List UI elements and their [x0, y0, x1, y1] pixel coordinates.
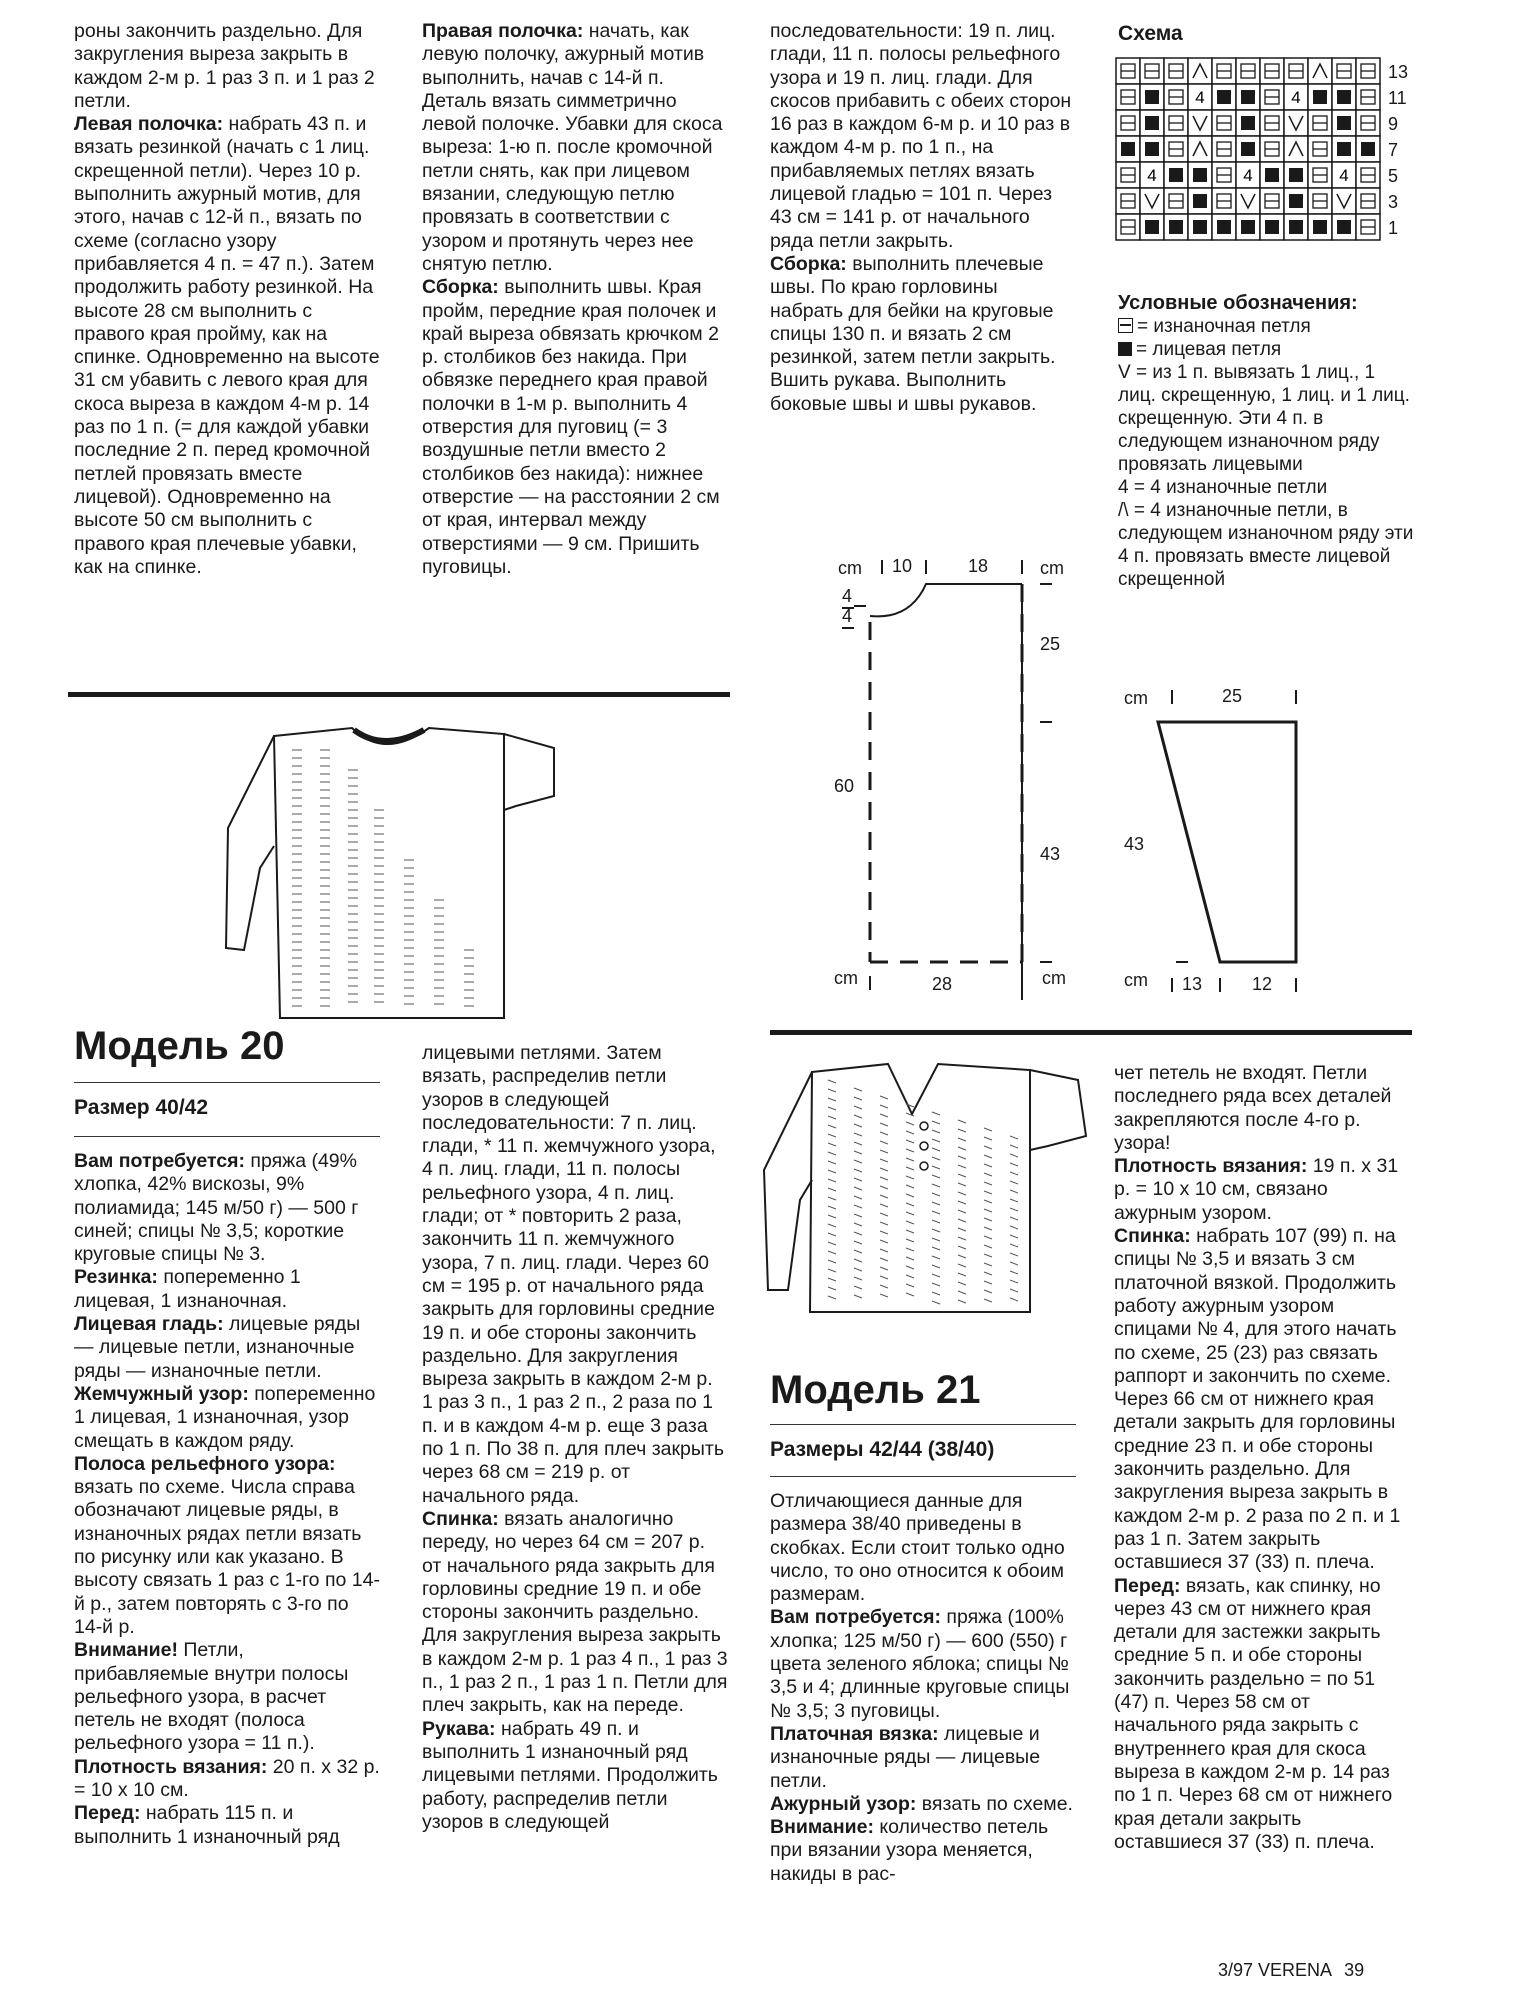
texture-stitch [984, 1299, 992, 1302]
texture-stitch [958, 1120, 966, 1123]
texture-stitch [906, 1176, 914, 1179]
texture-stitch [1010, 1181, 1018, 1184]
texture-stitch [828, 1116, 836, 1119]
texture-stitch [1010, 1199, 1018, 1202]
p1-total-height: 60 [834, 776, 855, 796]
texture-stitch [984, 1272, 992, 1275]
p1-neck-depth-1: 4 [842, 586, 853, 606]
texture-stitch [958, 1219, 966, 1222]
texture-stitch [854, 1259, 862, 1262]
texture-stitch [880, 1213, 888, 1216]
texture-stitch [932, 1292, 940, 1295]
p2-bottom-b: 12 [1252, 974, 1273, 994]
texture-stitch [984, 1290, 992, 1293]
texture-stitch [854, 1160, 862, 1163]
four-purl-mark: 4 [1147, 166, 1157, 185]
col3-assembly-paragraph [770, 253, 1074, 416]
knit-stitch-mark [1241, 90, 1255, 104]
texture-stitch [958, 1165, 966, 1168]
page-footer [1218, 1960, 1364, 1981]
texture-stitch [932, 1211, 940, 1214]
texture-stitch [1010, 1208, 1018, 1211]
texture-stitch [932, 1139, 940, 1142]
scheme-row-label: 7 [1388, 140, 1399, 160]
texture-stitch [906, 1212, 914, 1215]
texture-stitch [828, 1152, 836, 1155]
knit-stitch-mark [1241, 116, 1255, 130]
texture-stitch [932, 1265, 940, 1268]
texture-stitch [828, 1179, 836, 1182]
four-purl-mark: 4 [1243, 166, 1253, 185]
knit-stitch-mark [1121, 142, 1135, 156]
texture-stitch [958, 1282, 966, 1285]
p2-top-width: 25 [1222, 686, 1243, 706]
texture-stitch [1010, 1226, 1018, 1229]
col2-assembly-text: выполнить швы. Края пройм, передние края полочек и край выреза обвязать крючком 2 р. столбиков без накида. При обвязке переднего края правой полочки в 1-м р. выполнить 4 отверстия для пуговиц (= 3 воздушные петли вместо 2 столбиков без накида): нижнее отверстие — на расстоянии 2 см от края, интервал между отверстиями — 9 см. Пришить пуговицы. [422, 276, 720, 578]
texture-stitch [958, 1210, 966, 1213]
texture-stitch [932, 1220, 940, 1223]
texture-stitch [880, 1249, 888, 1252]
texture-stitch [1010, 1262, 1018, 1265]
texture-stitch [854, 1088, 862, 1091]
texture-stitch [1010, 1163, 1018, 1166]
texture-stitch [880, 1258, 888, 1261]
legend-title: Условные обозначения: [1118, 292, 1358, 314]
right-front-paragraph [422, 20, 728, 276]
texture-stitch [906, 1140, 914, 1143]
scheme-cell [1188, 110, 1212, 136]
texture-stitch [932, 1166, 940, 1169]
texture-stitch [880, 1267, 888, 1270]
texture-stitch [932, 1283, 940, 1286]
texture-stitch [958, 1300, 966, 1303]
texture-stitch [906, 1185, 914, 1188]
texture-stitch [854, 1151, 862, 1154]
scheme-cell [1140, 188, 1164, 214]
texture-stitch [828, 1215, 836, 1218]
texture-stitch [854, 1115, 862, 1118]
texture-stitch [1010, 1271, 1018, 1274]
model20-size-rule [74, 1136, 380, 1137]
texture-stitch [828, 1197, 836, 1200]
p1-side-height: 43 [1040, 844, 1061, 864]
texture-stitch [880, 1186, 888, 1189]
knit-stitch-mark [1217, 90, 1231, 104]
texture-stitch [984, 1281, 992, 1284]
knit-stitch-mark [1241, 142, 1255, 156]
texture-stitch [1010, 1136, 1018, 1139]
texture-stitch [828, 1287, 836, 1290]
legend-item-knit: = лицевая петля [1118, 338, 1418, 361]
knit-stitch-mark [1217, 220, 1231, 234]
left-front-paragraph [74, 113, 380, 579]
p2-bottom-a: 13 [1182, 974, 1203, 994]
section-divider-right [770, 1030, 1412, 1035]
texture-stitch [854, 1214, 862, 1217]
texture-stitch [854, 1223, 862, 1226]
knit-stitch-mark [1337, 220, 1351, 234]
texture-stitch [880, 1114, 888, 1117]
purl-stitch-icon [1118, 318, 1133, 333]
texture-stitch [984, 1254, 992, 1257]
texture-stitch [880, 1177, 888, 1180]
texture-stitch [958, 1237, 966, 1240]
texture-stitch [932, 1184, 940, 1187]
texture-stitch [854, 1133, 862, 1136]
texture-stitch [984, 1209, 992, 1212]
texture-stitch [880, 1159, 888, 1162]
texture-stitch [906, 1275, 914, 1278]
texture-stitch [854, 1169, 862, 1172]
texture-stitch [958, 1264, 966, 1267]
texture-stitch [932, 1202, 940, 1205]
p2-height: 43 [1124, 834, 1145, 854]
p1-neck-width: 10 [892, 556, 913, 576]
texture-stitch [984, 1155, 992, 1158]
knit-stitch-mark [1145, 90, 1159, 104]
texture-stitch [1010, 1172, 1018, 1175]
scheme-cell [1284, 136, 1308, 162]
texture-stitch [828, 1206, 836, 1209]
texture-stitch [932, 1301, 940, 1304]
texture-stitch [906, 1248, 914, 1251]
texture-stitch [958, 1291, 966, 1294]
sleeve-pattern-diagram [1110, 680, 1310, 1000]
knit-stitch-mark [1289, 168, 1303, 182]
knit-stitch-mark [1361, 142, 1375, 156]
legend-item-increase: V = из 1 п. вывязать 1 лиц., 1 лиц. скрещенную, 1 лиц. и 1 лиц. скрещенную. Эти 4 п. в следующем изнаночном ряду провязать лицевыми [1118, 362, 1410, 475]
texture-stitch [828, 1170, 836, 1173]
texture-stitch [828, 1296, 836, 1299]
texture-stitch [854, 1187, 862, 1190]
texture-stitch [880, 1240, 888, 1243]
footer-page-number: 39 [1344, 1960, 1365, 1980]
texture-stitch [854, 1178, 862, 1181]
texture-stitch [906, 1257, 914, 1260]
texture-stitch [880, 1204, 888, 1207]
legend-item-decrease: /\ = 4 изнаночные петли, в следующем изнаночном ряду эти 4 п. провязать вместе лицевой скрещенной [1118, 500, 1414, 590]
texture-stitch [880, 1285, 888, 1288]
scheme-cell [1188, 58, 1212, 84]
p1-cm-bottom-right: cm [1042, 968, 1066, 988]
texture-stitch [1010, 1244, 1018, 1247]
texture-stitch [984, 1245, 992, 1248]
texture-stitch [958, 1255, 966, 1258]
texture-stitch [958, 1183, 966, 1186]
legend-item-purl: = изнаночная петля [1118, 315, 1418, 338]
model20-title: Модель 20 [74, 1024, 285, 1068]
texture-stitch [828, 1188, 836, 1191]
knit-stitch-mark [1169, 220, 1183, 234]
knit-stitch-mark [1337, 142, 1351, 156]
texture-stitch [984, 1146, 992, 1149]
model21-size-rule [770, 1476, 1076, 1477]
texture-stitch [854, 1196, 862, 1199]
model21-col1: Отличающиеся данные для размера 38/40 приведены в скобках. Если стоит только одно число, то оно относится к обоим размерам. Вам потребуется: пряжа (100% хлопка; 125 м/50 г) — 600 (550) г цвета зеленого яблока; спицы № 3,5 и 4; длинные круговые спицы № 3,5; 3 пуговицы. Платочная вязка: лицевые и изнаночные ряды — лицевые петли. Ажурный узор: вязать по схеме. Внимание: количество петель при вязании узора меняется, накиды в рас- [770, 1490, 1073, 1885]
texture-stitch [854, 1268, 862, 1271]
scheme-cell [1284, 110, 1308, 136]
texture-stitch [958, 1129, 966, 1132]
texture-stitch [880, 1096, 888, 1099]
texture-stitch [906, 1230, 914, 1233]
col1-intro: роны закончить раздельно. Для закругления выреза закрыть в каждом 2-м р. 1 раз 3 п. и 1 раз 2 петли. [74, 20, 375, 112]
col2-assembly-paragraph [422, 276, 728, 579]
four-purl-mark: 4 [1195, 88, 1205, 107]
model20-title-rule [74, 1082, 380, 1083]
p1-bottom-width: 28 [932, 974, 953, 994]
texture-stitch [932, 1130, 940, 1133]
col3-top [770, 20, 1074, 416]
col1-top [74, 20, 380, 579]
footer-issue: 3/97 VERENA [1218, 1960, 1332, 1980]
texture-stitch [828, 1125, 836, 1128]
p2-cm-bottom: cm [1124, 970, 1148, 990]
texture-stitch [984, 1227, 992, 1230]
legend-item-four-purl: 4 = 4 изнаночные петли [1118, 477, 1328, 498]
texture-stitch [880, 1195, 888, 1198]
texture-stitch [906, 1266, 914, 1269]
texture-stitch [958, 1174, 966, 1177]
texture-stitch [1010, 1235, 1018, 1238]
texture-stitch [854, 1241, 862, 1244]
texture-stitch [1010, 1253, 1018, 1256]
texture-stitch [906, 1149, 914, 1152]
scheme-row-label: 11 [1388, 88, 1407, 108]
model21-title: Модель 21 [770, 1368, 981, 1412]
texture-stitch [958, 1147, 966, 1150]
texture-stitch [828, 1134, 836, 1137]
knit-stitch-mark [1313, 220, 1327, 234]
knit-stitch-mark [1193, 168, 1207, 182]
model21-size: Размеры 42/44 (38/40) [770, 1438, 995, 1461]
model20-sweater-illustration [224, 718, 574, 1028]
texture-stitch [828, 1278, 836, 1281]
texture-stitch [958, 1201, 966, 1204]
texture-stitch [932, 1193, 940, 1196]
knit-stitch-mark [1145, 116, 1159, 130]
knit-stitch-icon [1118, 342, 1132, 356]
texture-stitch [854, 1142, 862, 1145]
texture-stitch [828, 1242, 836, 1245]
left-front-title: Левая полочка: [74, 113, 224, 136]
legend [1118, 292, 1418, 591]
col3-assembly-text: выполнить плечевые швы. По краю горловины набрать для бейки на круговые спицы 130 п. и вязать 2 см резинкой, затем петли закрыть. Вшить рукава. Выполнить боковые швы и швы рукавов. [770, 252, 1056, 415]
knit-stitch-mark [1145, 220, 1159, 234]
texture-stitch [932, 1238, 940, 1241]
texture-stitch [958, 1138, 966, 1141]
texture-stitch [854, 1232, 862, 1235]
texture-stitch [828, 1098, 836, 1101]
scheme-cell [1236, 188, 1260, 214]
texture-stitch [854, 1097, 862, 1100]
texture-stitch [880, 1105, 888, 1108]
texture-stitch [932, 1157, 940, 1160]
texture-stitch [880, 1231, 888, 1234]
col3-assembly-title: Сборка: [770, 252, 847, 275]
texture-stitch [854, 1205, 862, 1208]
texture-stitch [1010, 1154, 1018, 1157]
texture-stitch [828, 1224, 836, 1227]
four-purl-mark: 4 [1291, 88, 1301, 107]
p1-cm-top-right: cm [1040, 558, 1064, 578]
texture-stitch [958, 1246, 966, 1249]
knit-stitch-mark [1193, 220, 1207, 234]
model21-sweater-illustration [748, 1050, 1098, 1320]
p2-cm-top: cm [1124, 688, 1148, 708]
knit-stitch-mark [1169, 168, 1183, 182]
texture-stitch [1010, 1217, 1018, 1220]
knit-stitch-mark [1145, 142, 1159, 156]
knit-stitch-mark [1193, 194, 1207, 208]
texture-stitch [984, 1200, 992, 1203]
texture-stitch [854, 1124, 862, 1127]
scheme-row-label: 13 [1388, 62, 1409, 82]
texture-stitch [906, 1167, 914, 1170]
texture-stitch [984, 1164, 992, 1167]
right-front-title: Правая полочка: [422, 20, 584, 42]
texture-stitch [880, 1123, 888, 1126]
right-front-text: начать, как левую полочку, ажурный мотив выполнить, начав с 14-й п. Деталь вязать симметрично левой полочке. Убавки для скоса выреза: 1-ю п. после кромочной петли снять, как при лицевом вязании, следующую петлю провязать в соответствии с узором и протянуть через нее снятую петлю. [422, 20, 723, 275]
texture-stitch [984, 1128, 992, 1131]
model20-col1: Вам потребуется: пряжа (49% хлопка, 42% вискозы, 9% полиамида; 145 м/50 г) — 500 г синей; спицы № 3,5; короткие круговые спицы № 3. Резинка: попеременно 1 лицевая, 1 изнаночная. Лицевая гладь: лицевые ряды — лицевые петли, изнаночные ряды — изнаночные петли. Жемчужный узор: попеременно 1 лицевая, 1 изнаночная, узор смещать в каждом ряду. Полоса рельефного узора: вязать по схеме. Числа справа обозначают лицевые ряды, в изнаночных рядах петли вязать по рисунку или как указано. В высоту связать 1 раз с 1-го по 14-й р., затем повторять с 3-го по 14-й р. Внимание! Петли, прибавляемые внутри полосы рельефного узора, в расчет петель не входят (полоса рельефного узора = 11 п.). Плотность вязания: 20 п. х 32 р. = 10 х 10 см. Перед: набрать 115 п. и выполнить 1 изнаночный ряд [74, 1150, 380, 1848]
knit-stitch-mark [1241, 220, 1255, 234]
texture-stitch [828, 1089, 836, 1092]
texture-stitch [932, 1247, 940, 1250]
texture-stitch [880, 1294, 888, 1297]
texture-stitch [984, 1263, 992, 1266]
texture-stitch [1010, 1280, 1018, 1283]
texture-stitch [828, 1107, 836, 1110]
texture-stitch [906, 1194, 914, 1197]
texture-stitch [906, 1131, 914, 1134]
knit-stitch-mark [1265, 168, 1279, 182]
texture-stitch [854, 1250, 862, 1253]
texture-stitch [828, 1260, 836, 1263]
texture-stitch [906, 1203, 914, 1206]
texture-stitch [880, 1141, 888, 1144]
p1-shoulder-width: 18 [968, 556, 989, 576]
texture-stitch [932, 1229, 940, 1232]
p1-armhole-height: 25 [1040, 634, 1061, 654]
texture-stitch [828, 1269, 836, 1272]
texture-stitch [984, 1173, 992, 1176]
texture-stitch [854, 1106, 862, 1109]
texture-stitch [932, 1256, 940, 1259]
knit-stitch-mark [1337, 116, 1351, 130]
knitting-scheme-grid [1114, 56, 1414, 252]
model20-col2: лицевыми петлями. Затем вязать, распределив петли узоров в следующей последовательности: 7 п. лиц. глади, * 11 п. жемчужного узора, 4 п. лиц. глади, 11 п. полосы рельефного узора, 4 п. лиц. глади; от * повторить 2 раза, закончить 11 п. жемчужного узора, 7 п. лиц. глади. Через 60 см = 195 р. от начального ряда закрыть для горловины средние 19 п. и обе стороны закончить раздельно. Для закругления выреза закрыть в каждом 2-м р. 1 раз 3 п., 1 раз 2 п., 2 раза по 1 п. и в каждом 4-м р. еще 3 раза по 1 п. По 38 п. для плеч закрыть через 68 см = 219 р. от начального ряда. Спинка: вязать аналогично переду, но через 64 см = 207 р. от начального ряда закрыть для горловины средние 19 п. и обе стороны закончить раздельно. Для закругления выреза закрыть в каждом 2-м р. 1 раз 4 п., 1 раз 3 п., 1 раз 2 п., 1 раз 1 п. Петли для плеч закрыть, как на переде. Рукава: набрать 49 п. и выполнить 1 изнаночный ряд лицевыми петлями. Продолжить работу, распределив петли узоров в следующей [422, 1042, 728, 1833]
left-front-text: набрать 43 п. и вязать резинкой (начать с 1 лиц. скрещенной петли). Через 10 р. выполнить ажурный мотив, для этого, начав с 12-й п., вязать по схеме (согласно узору прибавляется 4 п. = 47 п.). Затем продолжить работу резинкой. На высоте 28 см выполнить с правого края пройму, как на спинке. Одновременно на высоте 31 см убавить с левого края для скоса выреза в каждом 4-м р. 14 раз по 1 п. (= для каждой убавки последние 2 п. перед кромочной петлей провязать вместе лицевой). Одновременно на высоте 50 см выполнить с правого края плечевые убавки, как на спинке. [74, 113, 380, 578]
model20-size: Размер 40/42 [74, 1096, 209, 1119]
texture-stitch [828, 1251, 836, 1254]
texture-stitch [828, 1080, 836, 1083]
scheme-cell [1308, 58, 1332, 84]
scheme-row-label: 1 [1388, 218, 1399, 238]
scheme-cell [1188, 136, 1212, 162]
texture-stitch [984, 1191, 992, 1194]
texture-stitch [906, 1122, 914, 1125]
knit-stitch-mark [1289, 194, 1303, 208]
model21-title-rule [770, 1424, 1076, 1425]
texture-stitch [854, 1286, 862, 1289]
scheme-row-label: 9 [1388, 114, 1399, 134]
texture-stitch [906, 1284, 914, 1287]
knit-stitch-mark [1265, 220, 1279, 234]
texture-stitch [880, 1276, 888, 1279]
texture-stitch [958, 1228, 966, 1231]
col2-top [422, 20, 728, 579]
texture-stitch [932, 1121, 940, 1124]
texture-stitch [932, 1175, 940, 1178]
p1-cm-top-left: cm [838, 558, 862, 578]
texture-stitch [932, 1274, 940, 1277]
scheme-row-label: 5 [1388, 166, 1399, 186]
texture-stitch [828, 1143, 836, 1146]
scheme-row-label: 3 [1388, 192, 1399, 212]
texture-stitch [932, 1112, 940, 1115]
four-purl-mark: 4 [1339, 166, 1349, 185]
texture-stitch [958, 1273, 966, 1276]
texture-stitch [906, 1221, 914, 1224]
texture-stitch [1010, 1298, 1018, 1301]
scheme-cell [1332, 188, 1356, 214]
texture-stitch [854, 1295, 862, 1298]
texture-stitch [958, 1192, 966, 1195]
texture-stitch [828, 1161, 836, 1164]
section-divider-left [68, 692, 730, 697]
texture-stitch [958, 1156, 966, 1159]
texture-stitch [984, 1236, 992, 1239]
texture-stitch [880, 1150, 888, 1153]
texture-stitch [984, 1182, 992, 1185]
texture-stitch [984, 1137, 992, 1140]
col3-text1: последовательности: 19 п. лиц. глади, 11 п. полосы рельефного узора и 19 п. лиц. глади. Для скосов прибавить с обеих сторон 16 раз в каждом 6-м р. и 10 раз в каждом 4-м р. по 1 п., на прибавляемых петлях вязать лицевой гладью = 101 п. Через 43 см = 141 р. от начального ряда петли закрыть. [770, 20, 1072, 252]
texture-stitch [932, 1148, 940, 1151]
texture-stitch [880, 1222, 888, 1225]
texture-stitch [906, 1239, 914, 1242]
texture-stitch [1010, 1289, 1018, 1292]
texture-stitch [880, 1132, 888, 1135]
col2-assembly-title: Сборка: [422, 276, 499, 299]
knit-stitch-mark [1289, 220, 1303, 234]
texture-stitch [1010, 1190, 1018, 1193]
body-pattern-diagram [830, 550, 1090, 1000]
model21-col2: чет петель не входят. Петли последнего ряда всех деталей закрепляются после 4-го р. узора! Плотность вязания: 19 п. х 31 р. = 10 х 10 см, связано ажурным узором. Спинка: набрать 107 (99) п. на спицы № 3,5 и вязать 3 см платочной вязкой. Продолжить работу ажурным узором спицами № 4, для этого начать по схеме, 25 (23) раз связать раппорт и закончить по схеме. Через 66 см от нижнего края детали закрыть для горловины средние 23 п. и обе стороны закончить раздельно. Для закругления выреза закрыть в каждом 2-м р. 2 раза по 2 п. и 1 раз 1 п. Затем закрыть оставшиеся 37 (33) п. плеча. Перед: вязать, как спинку, но через 43 см от нижнего края детали для застежки закрыть средние 5 п. и обе стороны закончить раздельно = по 51 (47) п. Через 58 см от начального ряда закрыть с внутреннего края для скоса выреза в каждом 2-м р. 14 раз по 1 п. Через 68 см от нижнего края детали закрыть оставшиеся 37 (33) п. плеча. [1114, 1062, 1401, 1853]
p1-cm-bottom-left: cm [834, 968, 858, 988]
texture-stitch [984, 1218, 992, 1221]
p1-neck-depth-2: 4 [842, 606, 853, 626]
knit-stitch-mark [1313, 90, 1327, 104]
scheme-title: Схема [1118, 22, 1183, 45]
texture-stitch [854, 1277, 862, 1280]
texture-stitch [1010, 1145, 1018, 1148]
texture-stitch [906, 1158, 914, 1161]
texture-stitch [828, 1233, 836, 1236]
knit-stitch-mark [1337, 90, 1351, 104]
texture-stitch [880, 1168, 888, 1171]
texture-stitch [906, 1293, 914, 1296]
